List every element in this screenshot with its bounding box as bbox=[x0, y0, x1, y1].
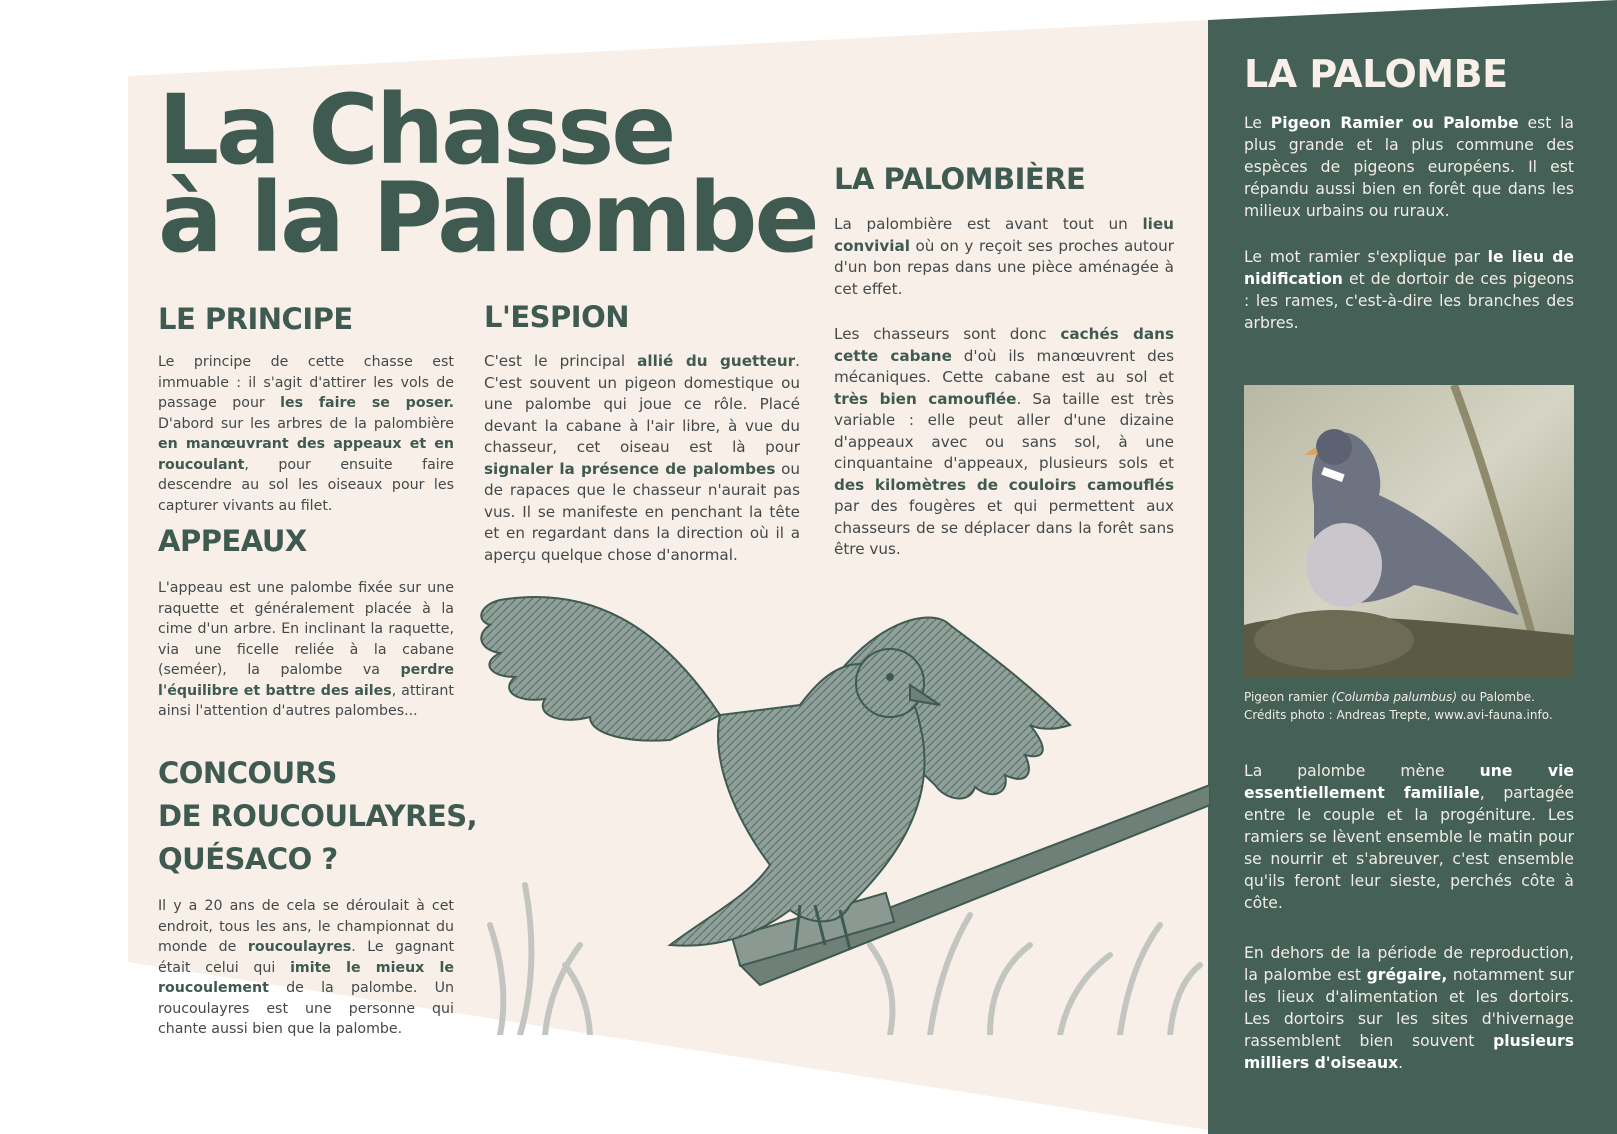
sidebar-text-2: Le mot ramier s'explique par le lieu de nidification et de dortoir de ces pigeons : les rames, c'est-à-dire les branches des arbres. bbox=[1244, 248, 1574, 332]
photo-caption: Pigeon ramier (Columba palumbus) ou Palombe. Crédits photo : Andreas Trepte, www.avi-fauna.info. bbox=[1244, 690, 1553, 722]
palombiere-text-2: Les chasseurs sont donc cachés dans cette cabane d'où ils manœuvrent des mécaniques. Cette cabane est au sol et très bien camouflée. Sa taille est très variable : elle peut aller d'une dizaine d'appeaux avec ou sans sol, à une cinquantaine d'appeaux, plusieurs sols et des kilomètres de couloirs camouflés par des fougères et qui permettent aux chasseurs de se déplacer dans la forêt sans être vus. bbox=[834, 325, 1174, 558]
title-line-1: La Chasse bbox=[158, 74, 674, 186]
sidebar-text-3: La palombe mène une vie essentiellement familiale, partagée entre le couple et la progéniture. Les ramiers se lèvent ensemble le matin pour se nourrir et s'abreuver, c'est ensemble qu'ils feront leur sieste, perchés côte à côte. bbox=[1244, 762, 1574, 912]
left-wing bbox=[481, 597, 720, 741]
section-heading-appeaux: APPEAUX bbox=[158, 524, 307, 558]
sidebar-heading: LA PALOMBE bbox=[1244, 52, 1508, 96]
pigeon-photo bbox=[1244, 385, 1574, 677]
principe-text: Le principe de cette chasse est immuable : il s'agit d'attirer les vols de passage pour les faire se poser. D'abord sur les arbres de la palombière en manœuvrant des appeaux et en roucoulant, pour ensuite faire descendre au sol les oiseaux pour les capturer vivants au filet. bbox=[158, 354, 455, 514]
section-heading-palombiere: LA PALOMBIÈRE bbox=[834, 162, 1086, 196]
espion-text: C'est le principal allié du guetteur. C'est souvent un pigeon domestique ou une palombe qui joue ce rôle. Placé devant la cabane à l'air libre, à vue du chasseur, cet oiseau est là pour signaler la présence de palombes ou de rapaces que le chasseur n'aurait pas vus. Il se manifeste en penchant la tête et en regardant dans la direction où il a aperçu quelque chose d'anormal. bbox=[484, 352, 800, 564]
concours-text: Il y a 20 ans de cela se déroulait à cet endroit, tous les ans, le championnat du monde de roucoulayres. Le gagnant était celui qui imite le mieux le roucoulement de la palombe. Un roucoulayres est une personne qui chante aussi bien que la palombe. bbox=[158, 898, 455, 1037]
sidebar-text-1: Le Pigeon Ramier ou Palombe est la plus grande et la plus commune des espèces de pigeons européens. Il est répandu aussi bien en forêt que dans les milieux urbains ou ruraux. bbox=[1244, 114, 1574, 220]
pigeon-head bbox=[856, 649, 924, 717]
decoy-pigeon-illustration bbox=[470, 565, 1210, 1035]
section-heading-espion: L'ESPION bbox=[484, 300, 630, 334]
section-heading-concours: CONCOURS DE ROUCOULAYRES, QUÉSACO ? bbox=[158, 756, 478, 876]
section-heading-principe: LE PRINCIPE bbox=[158, 302, 353, 336]
page-title bbox=[158, 74, 817, 274]
appeaux-text: L'appeau est une palombe fixée sur une raquette et généralement placée à la cime d'un arbre. En inclinant la raquette, via une ficelle reliée à la cabane (seméer), la palombe va perdre l'équilibre et battre des ailes, attirant ainsi l'attention d'autres palombes... bbox=[158, 580, 454, 719]
palombiere-text-1: La palombière est avant tout un lieu convivial où on y reçoit ses proches autour d'un bon repas dans une pièce aménagée à cet effet. bbox=[834, 215, 1174, 298]
title-line-2: à la Palombe bbox=[158, 162, 817, 274]
pigeon-eye bbox=[886, 673, 894, 681]
sidebar-text-4: En dehors de la période de reproduction, la palombe est grégaire, notamment sur les lieux d'alimentation et les dortoirs. Les dortoirs sur les sites d'hivernage rassemblent bien souvent plusieurs milliers d'oiseaux. bbox=[1244, 944, 1574, 1072]
